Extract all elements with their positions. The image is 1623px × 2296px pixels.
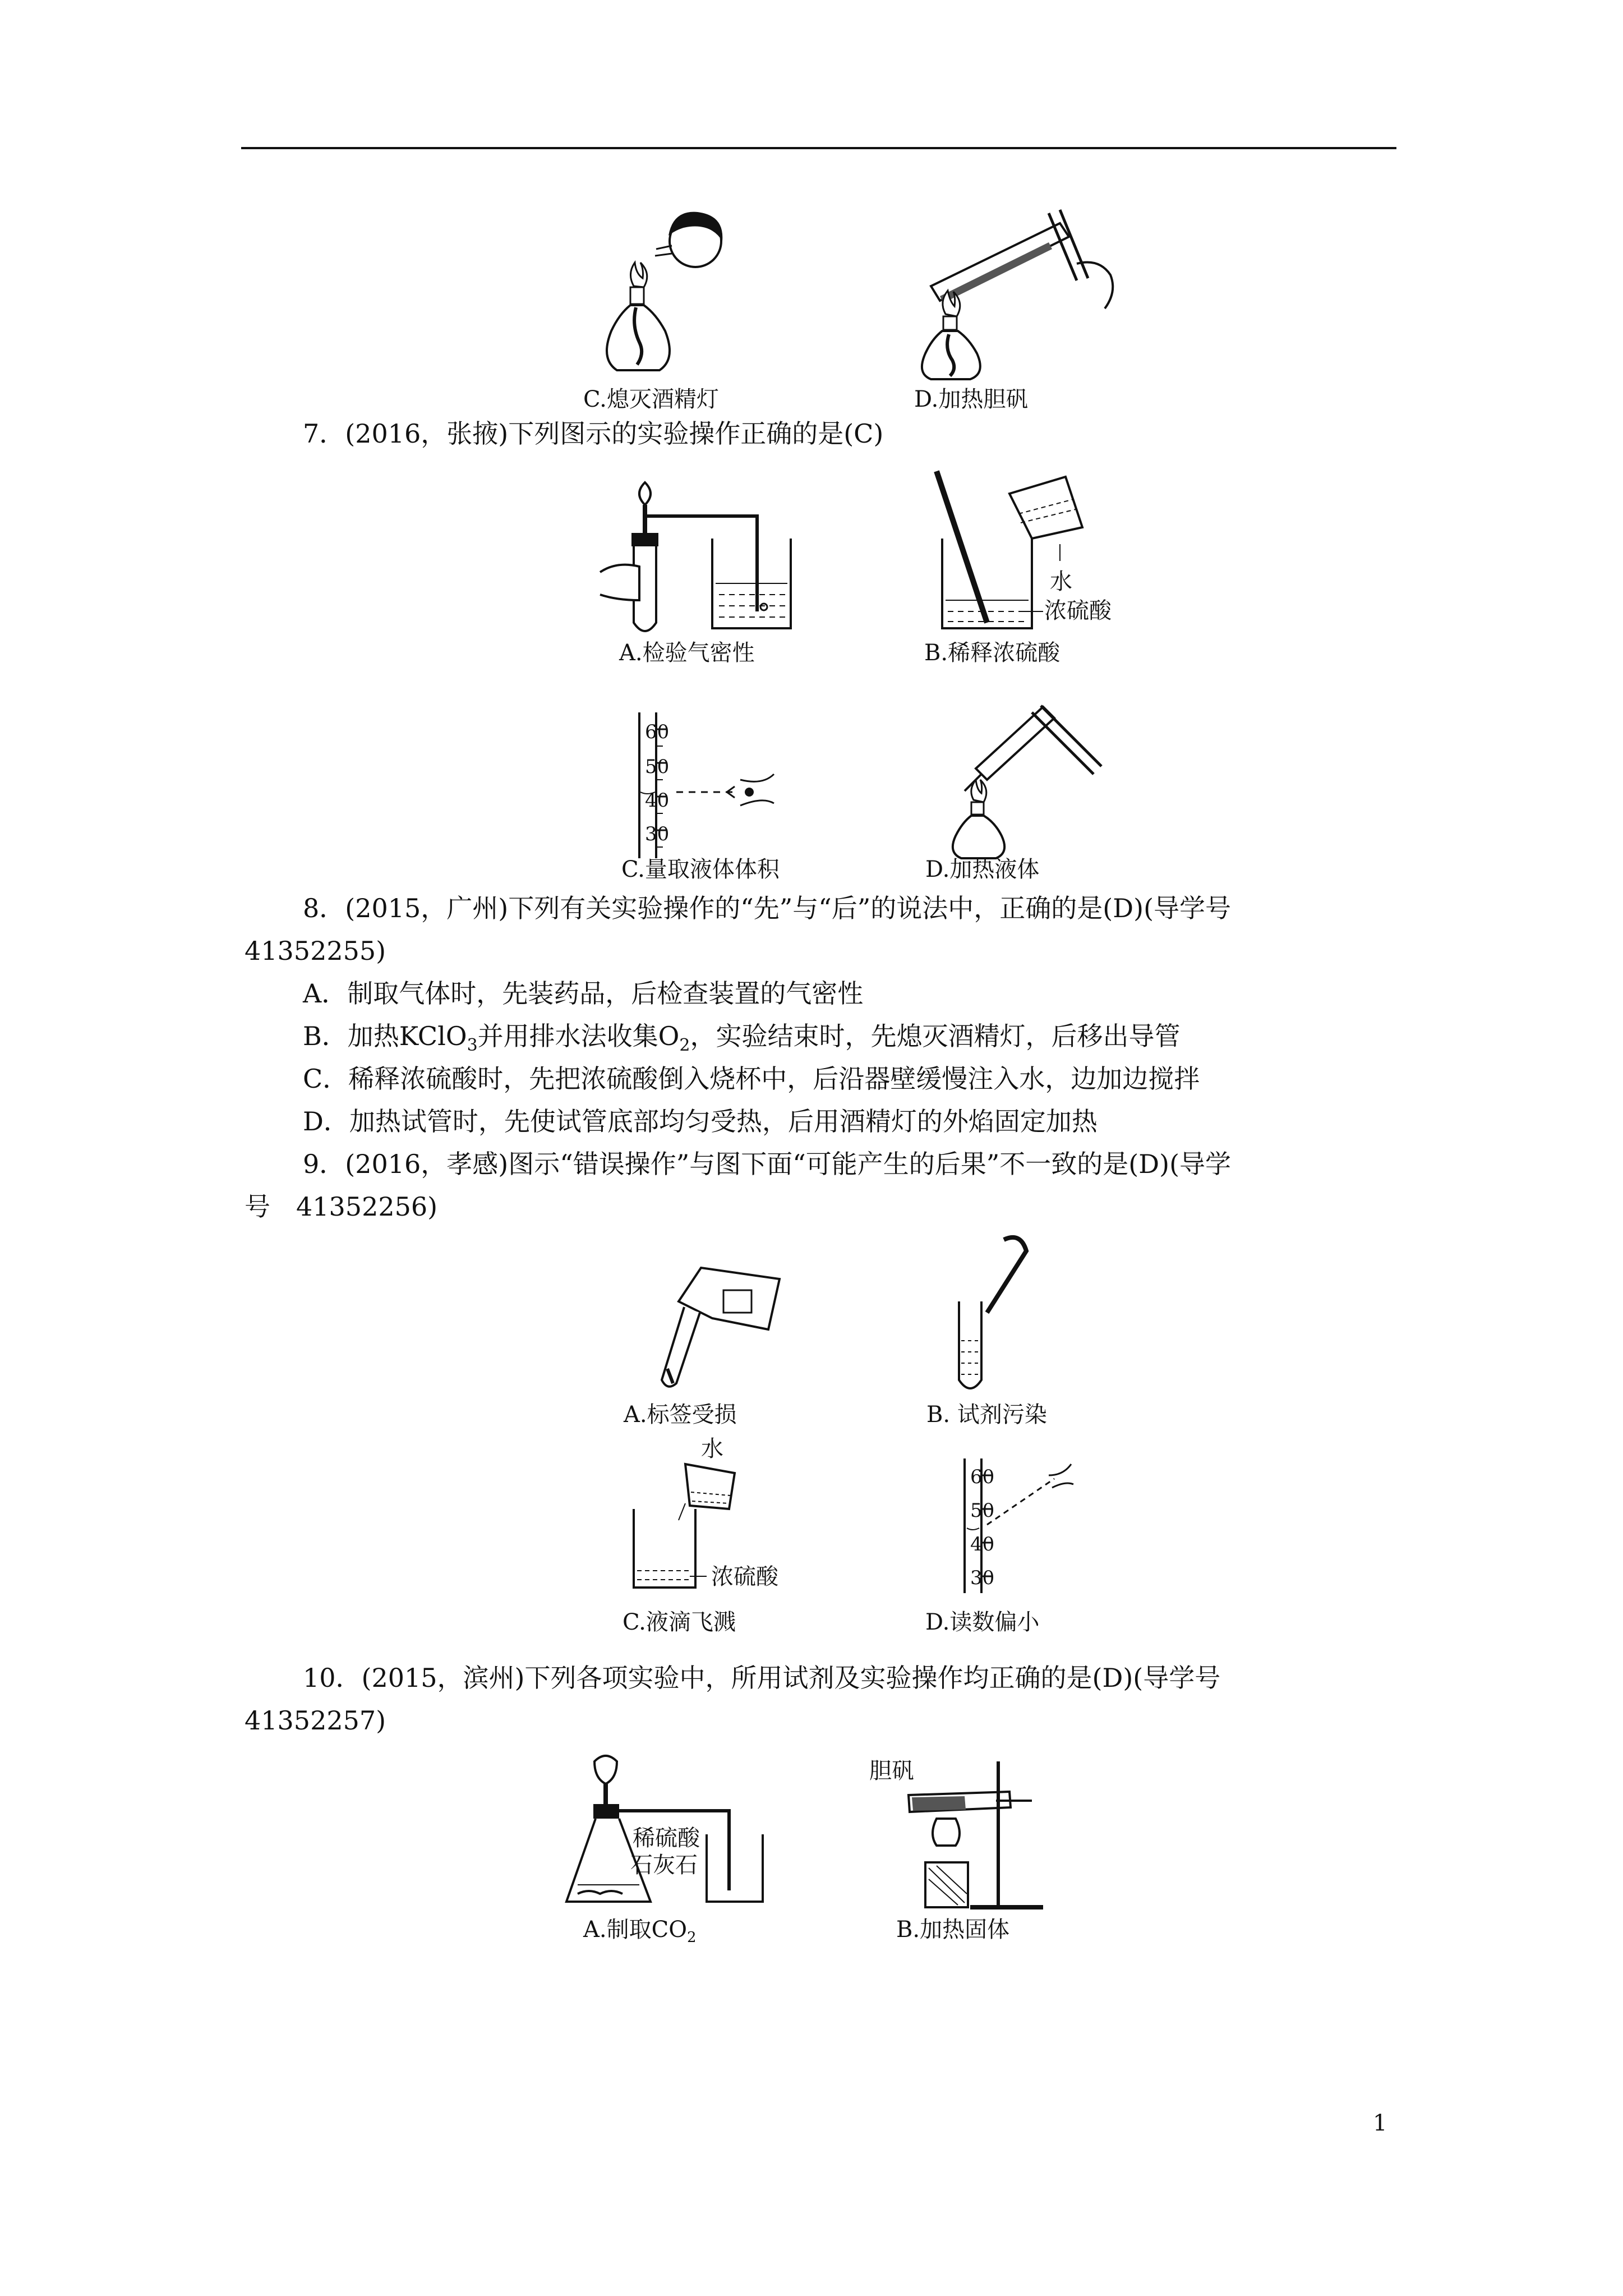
q10-stem-line1: 10．(2015，滨州)下列各项实验中，所用试剂及实验操作均正确的是(D)(导学号 xyxy=(303,1663,1221,1693)
caption-top-c: C.熄灭酒精灯 xyxy=(583,386,719,412)
caption-q7-d: D.加热液体 xyxy=(925,857,1040,882)
caption-q9-d: D.读数偏小 xyxy=(925,1609,1040,1635)
label-water: 水 xyxy=(1050,569,1072,595)
q7-stem: 7．(2016，张掖)下列图示的实验操作正确的是(C) xyxy=(303,418,884,449)
tick-q9-50: 50 xyxy=(970,1499,995,1522)
caption-q9-b: B. 试剂污染 xyxy=(926,1402,1047,1428)
tick-q9-60: 60 xyxy=(970,1466,995,1488)
figure-make-co2 xyxy=(561,1750,796,1918)
figure-pour-liquid xyxy=(645,1257,791,1397)
q9-stem-line2: 号 41352256) xyxy=(245,1191,438,1222)
caption-q10-b: B.加热固体 xyxy=(896,1917,1010,1943)
tick-q9-40: 40 xyxy=(970,1533,995,1556)
q8-option-a: A．制取气体时，先装药品，后检查装置的气密性 xyxy=(303,978,864,1009)
label-limestone: 石灰石 xyxy=(630,1852,698,1878)
page-number: 1 xyxy=(1373,2110,1387,2136)
header-rule xyxy=(241,147,1396,149)
label-q9-acid: 浓硫酸 xyxy=(711,1564,778,1590)
figure-measure-volume xyxy=(623,707,791,864)
figure-dilute-sulfuric-acid xyxy=(909,460,1144,645)
label-blue-vitriol: 胆矾 xyxy=(869,1758,914,1784)
caption-q7-c: C.量取液体体积 xyxy=(621,857,780,882)
figure-extinguish-lamp xyxy=(578,202,746,381)
caption-q9-a: A.标签受损 xyxy=(624,1402,737,1428)
caption-q7-a: A.检验气密性 xyxy=(619,640,755,666)
q8-stem-line2: 41352255) xyxy=(245,936,386,966)
figure-heat-blue-vitriol xyxy=(909,202,1122,381)
figure-read-cylinder xyxy=(953,1458,1099,1599)
q8-option-b: B．加热KClO$_3$并用排水法收集$O_2$，实验结束时，先熄灭酒精灯，后移出导管 xyxy=(303,1021,1181,1056)
caption-q7-b: B.稀释浓硫酸 xyxy=(924,640,1061,666)
q9-stem-line1: 9．(2016，孝感)图示“错误操作”与图下面“可能产生的后果”不一致的是(D)(导学 xyxy=(303,1149,1232,1179)
label-q9-water: 水 xyxy=(701,1436,723,1462)
tick-60: 60 xyxy=(645,721,670,743)
figure-heat-liquid xyxy=(942,696,1110,864)
figure-heat-solid xyxy=(864,1756,1066,1918)
figure-add-water-to-acid xyxy=(623,1436,824,1604)
q10-stem-line2: 41352257) xyxy=(245,1705,386,1736)
tick-30: 30 xyxy=(645,823,670,845)
caption-top-d: D.加热胆矾 xyxy=(914,386,1029,412)
label-conc-acid: 浓硫酸 xyxy=(1044,598,1112,624)
caption-q9-c: C.液滴飞溅 xyxy=(623,1609,736,1635)
q8-option-d: D．加热试管时，先使试管底部均匀受热，后用酒精灯的外焰固定加热 xyxy=(303,1106,1098,1137)
tick-q9-30: 30 xyxy=(970,1567,995,1589)
figure-dropper xyxy=(942,1234,1054,1397)
figure-check-airtightness xyxy=(589,460,802,645)
q8-option-c: C．稀释浓硫酸时，先把浓硫酸倒入烧杯中，后沿器壁缓慢注入水，边加边搅拌 xyxy=(303,1064,1200,1094)
tick-50: 50 xyxy=(645,756,670,778)
q8-stem-line1: 8．(2015，广州)下列有关实验操作的“先”与“后”的说法中，正确的是(D)(导学号 xyxy=(303,893,1232,923)
caption-q10-a: A.制取$CO_2$ xyxy=(583,1917,697,1946)
label-dilute-acid: 稀硫酸 xyxy=(633,1825,700,1851)
tick-40: 40 xyxy=(645,789,670,812)
